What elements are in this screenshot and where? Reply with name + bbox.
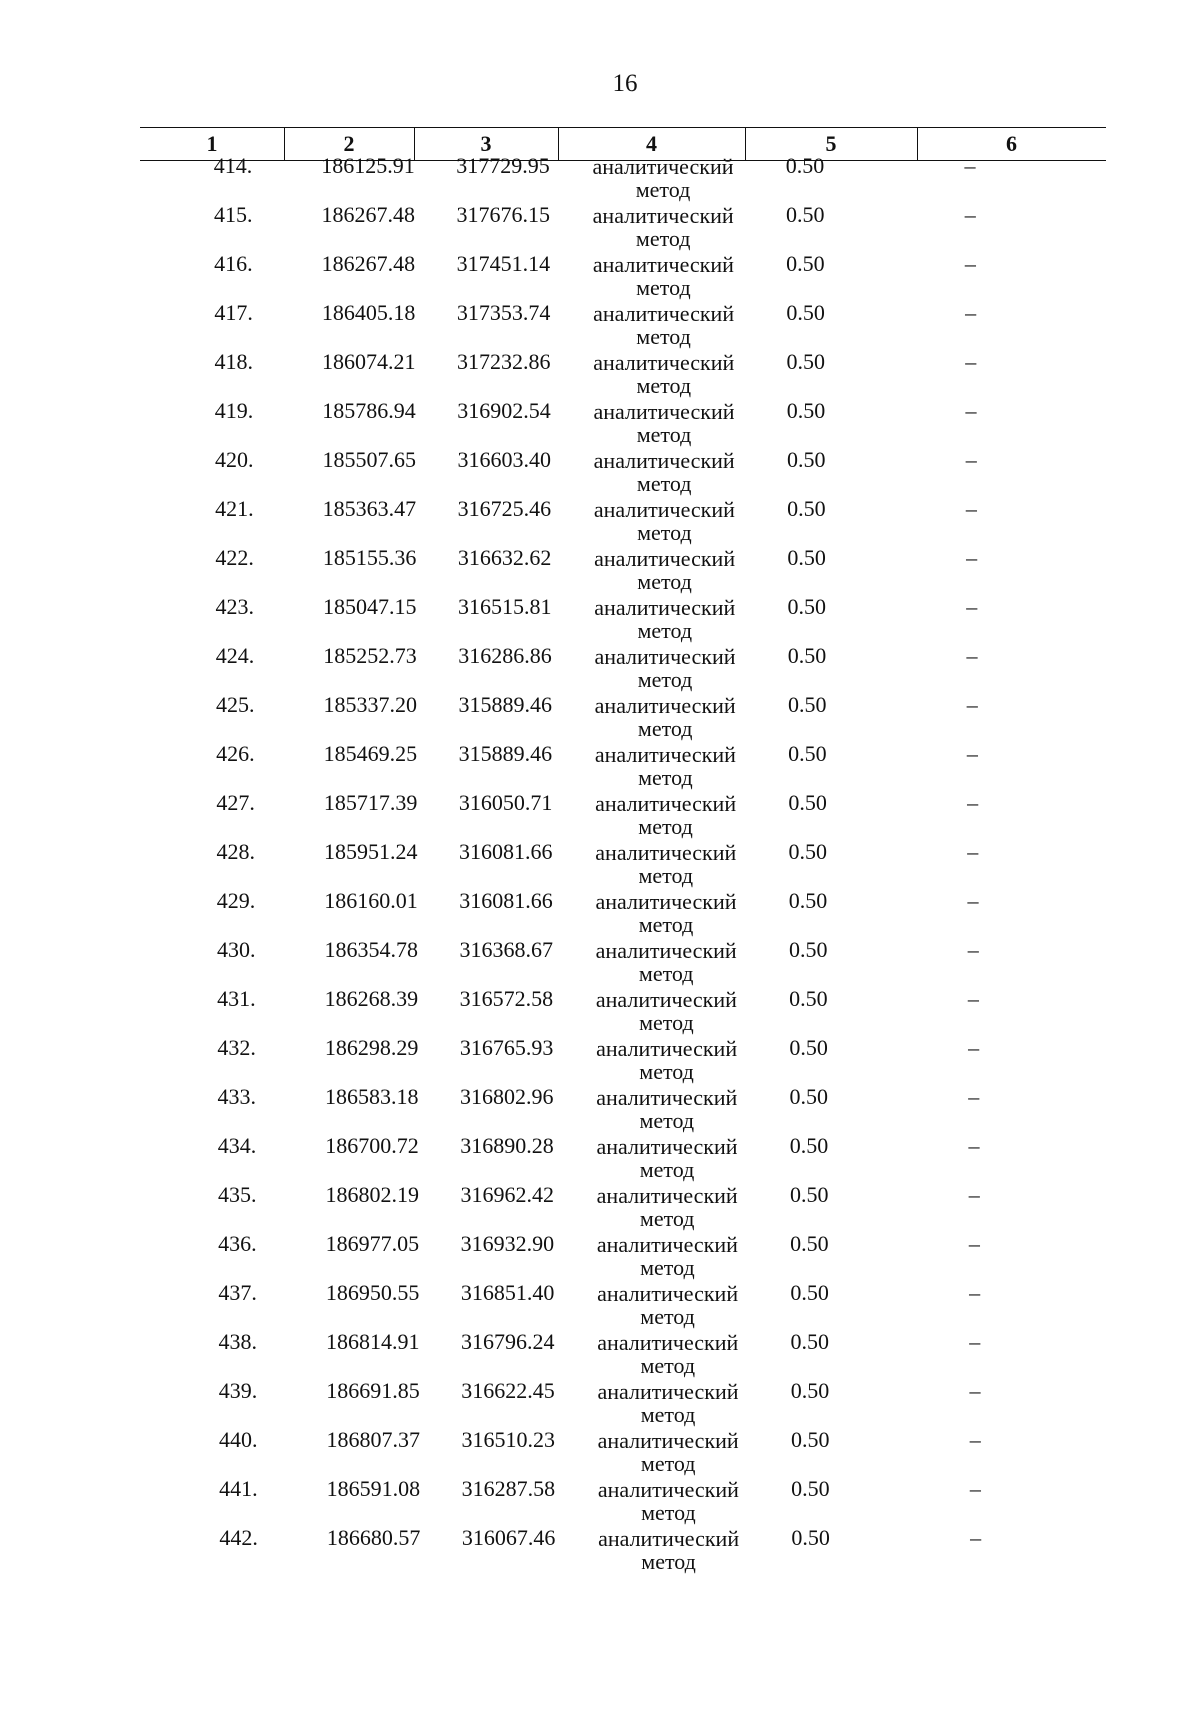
note-cell: –	[967, 986, 979, 1011]
table-row	[141, 496, 1107, 545]
note-cell: –	[966, 545, 978, 570]
coordinate-y: 316081.66	[459, 839, 553, 864]
table-row	[142, 692, 1108, 741]
accuracy-cell: 0.50	[789, 986, 828, 1011]
table-row	[143, 839, 1109, 888]
accuracy-cell: 0.50	[786, 349, 826, 374]
row-number: 439.	[218, 1378, 258, 1403]
accuracy-cell: 0.50	[786, 251, 825, 276]
coordinate-x: 185155.36	[322, 545, 417, 570]
row-number: 433.	[217, 1084, 257, 1109]
table-row	[146, 1525, 1112, 1574]
accuracy-cell: 0.50	[788, 741, 827, 766]
coordinate-y: 315889.46	[458, 741, 553, 766]
accuracy-cell: 0.50	[789, 1084, 829, 1109]
accuracy-cell: 0.50	[787, 594, 827, 619]
coordinate-y: 317676.15	[456, 202, 550, 227]
accuracy-cell: 0.50	[790, 1231, 829, 1256]
coordinate-x: 186691.85	[326, 1378, 420, 1403]
table-row	[141, 349, 1107, 398]
method-cell: аналитический метод	[592, 252, 734, 300]
coordinate-x: 185786.94	[322, 398, 416, 423]
accuracy-cell: 0.50	[787, 496, 826, 521]
table-row	[144, 1035, 1110, 1084]
accuracy-cell: 0.50	[788, 937, 828, 962]
table-row	[143, 888, 1109, 937]
coordinate-x: 185951.24	[324, 839, 418, 864]
row-number: 437.	[218, 1280, 257, 1305]
note-cell: –	[969, 1378, 981, 1403]
accuracy-cell: 0.50	[789, 1035, 828, 1060]
accuracy-cell: 0.50	[791, 1476, 830, 1501]
accuracy-cell: 0.50	[790, 1427, 830, 1452]
accuracy-cell: 0.50	[788, 839, 828, 864]
coordinate-y: 316725.46	[457, 496, 552, 521]
table-row	[141, 447, 1107, 496]
method-cell: аналитический метод	[592, 203, 734, 251]
method-cell: аналитический метод	[596, 1134, 738, 1182]
method-cell: аналитический метод	[595, 987, 737, 1035]
coordinate-y: 315889.46	[458, 692, 552, 717]
method-cell: аналитический метод	[597, 1379, 739, 1427]
coordinate-y: 316368.67	[459, 937, 553, 962]
note-cell: –	[966, 594, 978, 619]
header-col-3: 3	[480, 131, 492, 156]
accuracy-cell: 0.50	[785, 153, 825, 178]
coordinate-y: 316802.96	[460, 1084, 554, 1109]
table-row	[141, 398, 1107, 447]
coordinate-y: 316286.86	[458, 643, 552, 668]
coordinate-y: 316796.24	[461, 1329, 555, 1354]
coordinate-x: 186268.39	[324, 986, 419, 1011]
coordinate-x: 186802.19	[325, 1182, 419, 1207]
method-cell: аналитический метод	[597, 1281, 739, 1329]
row-number: 426.	[216, 741, 255, 766]
method-cell: аналитический метод	[595, 938, 737, 986]
row-number: 442.	[219, 1525, 258, 1550]
coordinate-y: 316050.71	[458, 790, 553, 815]
header-col-5: 5	[825, 131, 837, 156]
coordinate-y: 316932.90	[460, 1231, 555, 1256]
method-cell: аналитический метод	[594, 693, 736, 741]
table-row	[142, 545, 1108, 594]
accuracy-cell: 0.50	[789, 1133, 829, 1158]
row-number: 429.	[216, 888, 256, 913]
coordinate-y: 316632.62	[457, 545, 552, 570]
accuracy-cell: 0.50	[786, 398, 826, 423]
coordinate-x: 186354.78	[324, 937, 418, 962]
table-row	[144, 1084, 1110, 1133]
method-cell: аналитический метод	[594, 595, 736, 643]
row-number: 417.	[214, 300, 253, 325]
row-number: 435.	[217, 1182, 257, 1207]
note-cell: –	[966, 692, 978, 717]
accuracy-cell: 0.50	[787, 692, 827, 717]
method-cell: аналитический метод	[596, 1085, 738, 1133]
header-col-6: 6	[1006, 131, 1017, 156]
method-cell: аналитический метод	[593, 399, 735, 447]
accuracy-cell: 0.50	[790, 1378, 830, 1403]
row-number: 427.	[216, 790, 255, 815]
note-cell: –	[965, 349, 977, 374]
coordinate-x: 185337.20	[323, 692, 417, 717]
method-cell: аналитический метод	[592, 154, 734, 202]
table-row	[145, 1329, 1111, 1378]
coordinate-x: 186950.55	[325, 1280, 420, 1305]
coordinate-y: 316572.58	[459, 986, 554, 1011]
coordinate-x: 186807.37	[326, 1427, 420, 1452]
accuracy-cell: 0.50	[786, 447, 826, 472]
row-number: 440.	[218, 1427, 258, 1452]
table-row	[141, 300, 1107, 349]
coordinate-x: 186700.72	[325, 1133, 419, 1158]
table-row	[145, 1280, 1111, 1329]
accuracy-cell: 0.50	[789, 1182, 829, 1207]
row-number: 428.	[216, 839, 256, 864]
method-cell: аналитический метод	[593, 350, 735, 398]
note-cell: –	[967, 790, 979, 815]
coordinate-x: 186680.57	[326, 1525, 421, 1550]
note-cell: –	[968, 1231, 980, 1256]
table-row	[142, 741, 1108, 790]
table-row	[140, 251, 1106, 300]
table-row	[143, 986, 1109, 1035]
note-cell: –	[967, 937, 979, 962]
coordinate-x: 185717.39	[323, 790, 418, 815]
note-cell: –	[970, 1525, 982, 1550]
coordinate-x: 186977.05	[325, 1231, 420, 1256]
coordinate-y: 317451.14	[456, 251, 551, 276]
method-cell: аналитический метод	[595, 889, 737, 937]
note-cell: –	[968, 1084, 980, 1109]
method-cell: аналитический метод	[596, 1036, 738, 1084]
row-number: 418.	[214, 349, 254, 374]
note-cell: –	[965, 398, 977, 423]
note-cell: –	[968, 1133, 980, 1158]
coordinate-y: 316515.81	[458, 594, 552, 619]
table-row	[142, 594, 1108, 643]
accuracy-cell: 0.50	[790, 1280, 829, 1305]
row-number: 432.	[217, 1035, 256, 1060]
method-cell: аналитический метод	[595, 840, 737, 888]
coordinate-x: 186405.18	[321, 300, 416, 325]
row-number: 430.	[216, 937, 256, 962]
coordinate-y: 316622.45	[461, 1378, 555, 1403]
row-number: 436.	[218, 1231, 257, 1256]
table-row	[145, 1427, 1111, 1476]
note-cell: –	[969, 1280, 981, 1305]
method-cell: аналитический метод	[594, 644, 736, 692]
row-number: 421.	[215, 496, 254, 521]
row-number: 422.	[215, 545, 254, 570]
accuracy-cell: 0.50	[787, 545, 826, 570]
coordinate-y: 317729.95	[456, 153, 550, 178]
header-col-1: 1	[206, 131, 218, 156]
accuracy-cell: 0.50	[788, 790, 827, 815]
note-cell: –	[968, 1035, 980, 1060]
note-cell: –	[964, 251, 976, 276]
coordinate-x: 185252.73	[323, 643, 417, 668]
note-cell: –	[967, 888, 979, 913]
header-col-4: 4	[646, 131, 657, 156]
table-row	[144, 1231, 1110, 1280]
accuracy-cell: 0.50	[786, 300, 825, 325]
note-cell: –	[966, 643, 978, 668]
coordinate-x: 186298.29	[324, 1035, 419, 1060]
coordinate-x: 186125.91	[321, 153, 415, 178]
table-row	[143, 790, 1109, 839]
method-cell: аналитический метод	[598, 1526, 740, 1574]
note-cell: –	[965, 300, 977, 325]
coordinate-x: 186267.48	[321, 251, 416, 276]
method-cell: аналитический метод	[597, 1428, 739, 1476]
coordinate-y: 316603.40	[457, 447, 551, 472]
method-cell: аналитический метод	[593, 448, 735, 496]
note-cell: –	[965, 447, 977, 472]
method-cell: аналитический метод	[594, 742, 736, 790]
accuracy-cell: 0.50	[787, 643, 827, 668]
coordinate-x: 186814.91	[326, 1329, 420, 1354]
row-number: 438.	[218, 1329, 258, 1354]
coordinate-x: 185047.15	[323, 594, 417, 619]
coordinate-y: 316765.93	[459, 1035, 554, 1060]
method-cell: аналитический метод	[595, 791, 737, 839]
coordinate-y: 316890.28	[460, 1133, 554, 1158]
note-cell: –	[969, 1427, 981, 1452]
table-row	[140, 153, 1106, 202]
method-cell: аналитический метод	[593, 301, 735, 349]
coordinate-x: 186583.18	[325, 1084, 419, 1109]
accuracy-cell: 0.50	[790, 1329, 830, 1354]
note-cell: –	[967, 839, 979, 864]
note-cell: –	[968, 1182, 980, 1207]
coordinate-x: 185507.65	[322, 447, 416, 472]
method-cell: аналитический метод	[597, 1477, 739, 1525]
table-row	[144, 1182, 1110, 1231]
accuracy-cell: 0.50	[788, 888, 828, 913]
method-cell: аналитический метод	[597, 1330, 739, 1378]
coordinate-y: 316287.58	[461, 1476, 556, 1501]
table-row	[145, 1378, 1111, 1427]
coordinate-x: 186074.21	[322, 349, 416, 374]
coordinate-x: 185363.47	[322, 496, 417, 521]
accuracy-cell: 0.50	[785, 202, 825, 227]
note-cell: –	[969, 1476, 981, 1501]
table-row	[142, 643, 1108, 692]
coordinate-y: 317353.74	[456, 300, 551, 325]
coordinate-y: 316067.46	[461, 1525, 556, 1550]
accuracy-cell: 0.50	[791, 1525, 830, 1550]
coordinate-x: 186160.01	[324, 888, 418, 913]
row-number: 424.	[215, 643, 255, 668]
row-number: 441.	[219, 1476, 258, 1501]
coordinate-y: 316081.66	[459, 888, 553, 913]
note-cell: –	[969, 1329, 981, 1354]
method-cell: аналитический метод	[596, 1183, 738, 1231]
coordinate-x: 186591.08	[326, 1476, 421, 1501]
header-col-2: 2	[343, 131, 355, 156]
row-number: 431.	[217, 986, 256, 1011]
note-cell: –	[966, 741, 978, 766]
table-row	[144, 1133, 1110, 1182]
row-number: 419.	[214, 398, 254, 423]
note-cell: –	[965, 496, 977, 521]
note-cell: –	[964, 202, 976, 227]
table-row	[143, 937, 1109, 986]
coordinate-x: 186267.48	[321, 202, 415, 227]
coordinate-y: 317232.86	[457, 349, 551, 374]
coordinate-y: 316962.42	[460, 1182, 554, 1207]
method-cell: аналитический метод	[593, 497, 735, 545]
table-row	[145, 1476, 1111, 1525]
row-number: 425.	[215, 692, 255, 717]
row-number: 423.	[215, 594, 255, 619]
row-number: 414.	[213, 153, 253, 178]
row-number: 415.	[213, 202, 253, 227]
row-number: 416.	[214, 251, 253, 276]
row-number: 434.	[217, 1133, 257, 1158]
table-row	[140, 202, 1106, 251]
method-cell: аналитический метод	[594, 546, 736, 594]
page-number: 16	[612, 70, 638, 97]
note-cell: –	[964, 153, 976, 178]
coordinate-y: 316510.23	[461, 1427, 555, 1452]
coordinate-x: 185469.25	[323, 741, 418, 766]
method-cell: аналитический метод	[596, 1232, 738, 1280]
coordinate-y: 316851.40	[460, 1280, 555, 1305]
coordinate-y: 316902.54	[457, 398, 551, 423]
row-number: 420.	[214, 447, 254, 472]
